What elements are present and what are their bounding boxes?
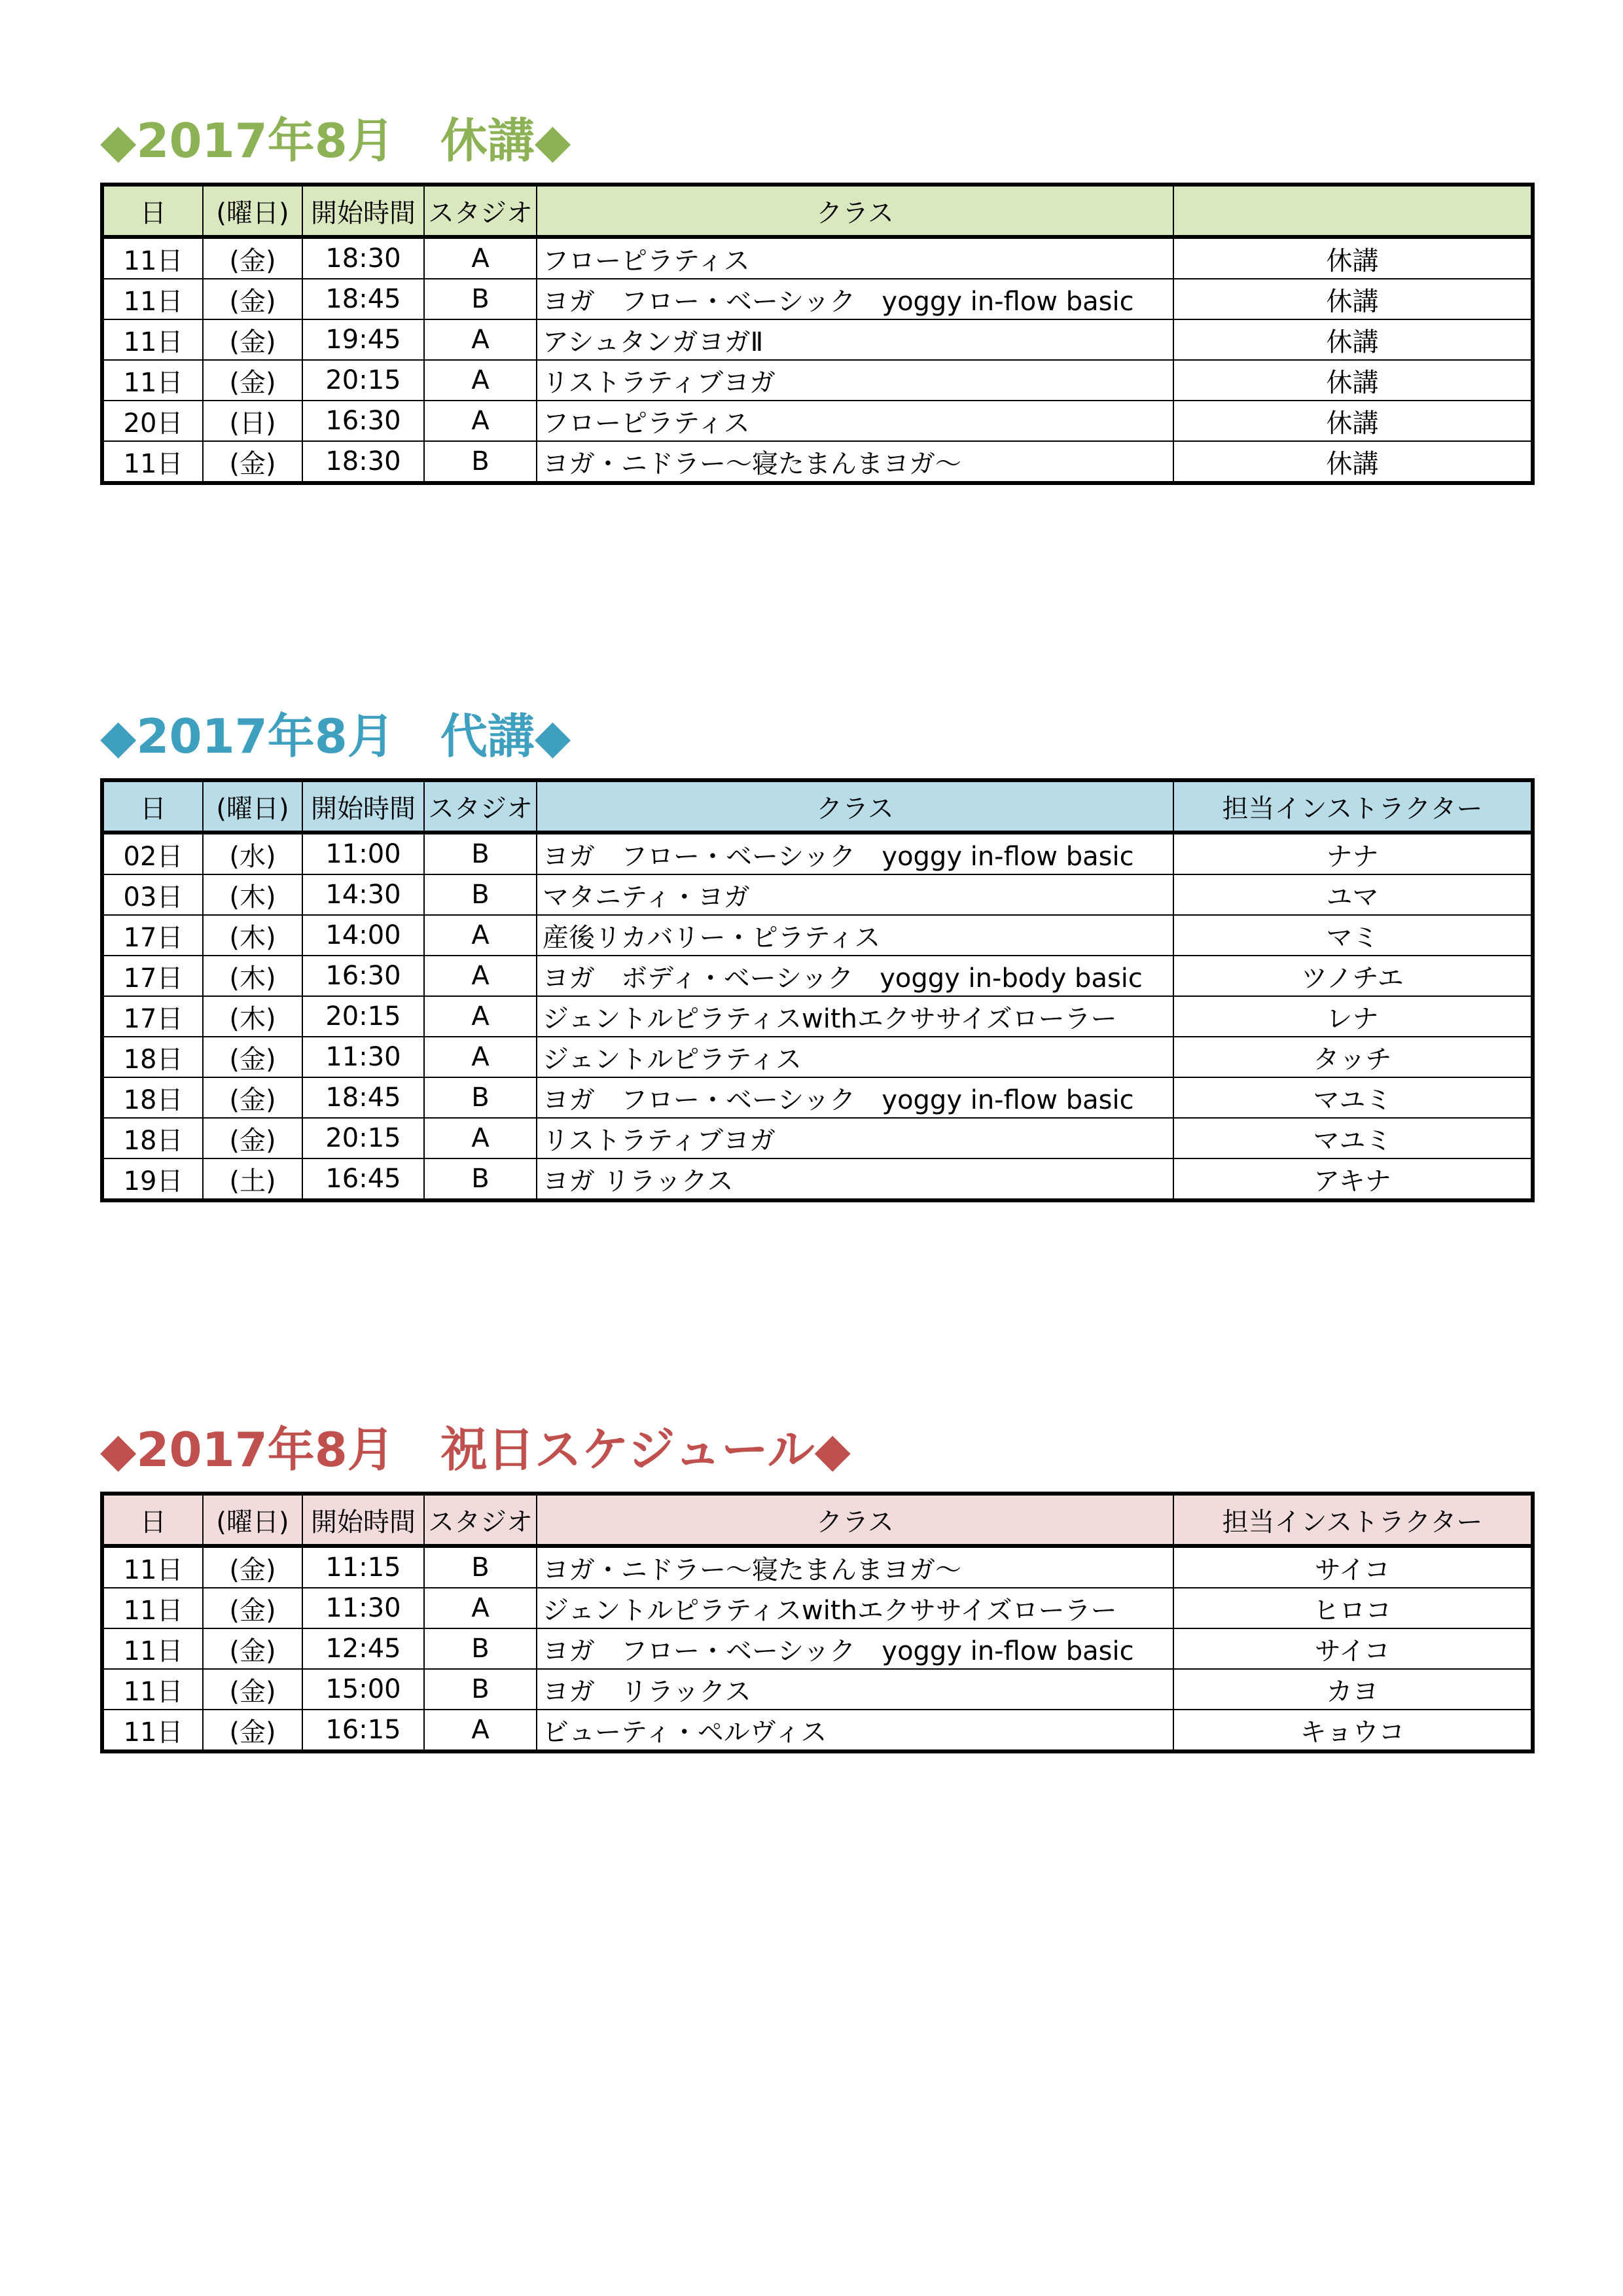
col-header-time: 開始時間: [302, 780, 424, 833]
cell-class: ヨガ・ニドラー～寝たまんまヨガ～: [537, 441, 1173, 483]
table-header-row: [102, 185, 1533, 237]
title-suffix: 祝日スケジュール◆: [440, 1422, 851, 1477]
cell-instructor: 休講: [1173, 319, 1533, 360]
col-header-weekday: (曜日): [203, 185, 302, 237]
title-suffix: 代講◆: [440, 709, 571, 764]
cell-studio: A: [424, 237, 537, 279]
section-holiday: [100, 1417, 1531, 1753]
cell-weekday: (金): [203, 279, 302, 319]
title-prefix: ◆2017年8月: [100, 1422, 395, 1477]
table-header-row: [102, 1494, 1533, 1546]
cell-weekday: (木): [203, 874, 302, 915]
table-row: [102, 915, 1533, 956]
table-row: [102, 319, 1533, 360]
section-daiko: [100, 704, 1531, 1202]
cell-time: 18:45: [302, 279, 424, 319]
table-row: [102, 1037, 1533, 1077]
table-row: [102, 1158, 1533, 1200]
cell-day: 11日: [102, 1669, 203, 1710]
cell-day: 11日: [102, 360, 203, 401]
cell-weekday: (金): [203, 319, 302, 360]
cell-day: 11日: [102, 1628, 203, 1669]
cell-instructor: 休講: [1173, 441, 1533, 483]
cell-studio: B: [424, 1546, 537, 1588]
table-row: [102, 1118, 1533, 1158]
table-row: [102, 1669, 1533, 1710]
cell-time: 18:30: [302, 441, 424, 483]
cell-instructor: アキナ: [1173, 1158, 1533, 1200]
cell-weekday: (金): [203, 1546, 302, 1588]
col-header-time: 開始時間: [302, 185, 424, 237]
col-header-instructor: 担当インストラクター: [1173, 780, 1533, 833]
cell-day: 02日: [102, 833, 203, 874]
cell-day: 19日: [102, 1158, 203, 1200]
col-header-instructor: 担当インストラクター: [1173, 1494, 1533, 1546]
cell-instructor: ツノチエ: [1173, 956, 1533, 996]
col-header-time: 開始時間: [302, 1494, 424, 1546]
cell-instructor: サイコ: [1173, 1628, 1533, 1669]
cell-day: 18日: [102, 1077, 203, 1118]
cell-instructor: 休講: [1173, 279, 1533, 319]
col-header-studio: スタジオ: [424, 1494, 537, 1546]
table-row: [102, 956, 1533, 996]
cell-day: 18日: [102, 1037, 203, 1077]
title-suffix: 休講◆: [440, 113, 571, 168]
cell-time: 11:15: [302, 1546, 424, 1588]
cell-studio: A: [424, 915, 537, 956]
section-title: [100, 704, 1531, 769]
cell-weekday: (金): [203, 1037, 302, 1077]
cell-weekday: (金): [203, 360, 302, 401]
cell-studio: B: [424, 1628, 537, 1669]
cell-day: 11日: [102, 1710, 203, 1751]
cell-studio: B: [424, 441, 537, 483]
cell-studio: B: [424, 1669, 537, 1710]
cell-day: 11日: [102, 319, 203, 360]
cell-class: ジェントルピラティスwithエクササイズローラー: [537, 1588, 1173, 1628]
cell-instructor: ヒロコ: [1173, 1588, 1533, 1628]
cell-time: 12:45: [302, 1628, 424, 1669]
col-header-class: クラス: [537, 1494, 1173, 1546]
cell-time: 19:45: [302, 319, 424, 360]
cell-class: ヨガ リラックス: [537, 1669, 1173, 1710]
cell-instructor: 休講: [1173, 237, 1533, 279]
cell-time: 11:30: [302, 1037, 424, 1077]
table-row: [102, 360, 1533, 401]
cell-weekday: (金): [203, 441, 302, 483]
cell-class: 産後リカバリー・ピラティス: [537, 915, 1173, 956]
table-body: [102, 237, 1533, 483]
cell-time: 16:45: [302, 1158, 424, 1200]
cell-studio: B: [424, 874, 537, 915]
cell-class: ジェントルピラティス: [537, 1037, 1173, 1077]
cell-studio: B: [424, 1077, 537, 1118]
cell-instructor: マユミ: [1173, 1118, 1533, 1158]
cell-class: ヨガ フロー・ベーシック yoggy in-flow basic: [537, 279, 1173, 319]
cell-time: 16:15: [302, 1710, 424, 1751]
cell-time: 16:30: [302, 956, 424, 996]
cell-time: 11:30: [302, 1588, 424, 1628]
cell-weekday: (日): [203, 401, 302, 441]
cell-studio: B: [424, 833, 537, 874]
cell-class: ヨガ リラックス: [537, 1158, 1173, 1200]
cell-class: マタニティ・ヨガ: [537, 874, 1173, 915]
cell-day: 11日: [102, 441, 203, 483]
cell-class: アシュタンガヨガⅡ: [537, 319, 1173, 360]
table-row: [102, 1628, 1533, 1669]
cell-weekday: (金): [203, 1669, 302, 1710]
cell-time: 14:00: [302, 915, 424, 956]
cell-class: リストラティブヨガ: [537, 1118, 1173, 1158]
col-header-studio: スタジオ: [424, 185, 537, 237]
cell-instructor: マミ: [1173, 915, 1533, 956]
col-header-weekday: (曜日): [203, 780, 302, 833]
cell-weekday: (金): [203, 1710, 302, 1751]
table-row: [102, 1077, 1533, 1118]
table-body: [102, 1546, 1533, 1751]
cell-studio: B: [424, 279, 537, 319]
cell-weekday: (土): [203, 1158, 302, 1200]
cell-weekday: (金): [203, 1077, 302, 1118]
cell-studio: A: [424, 1710, 537, 1751]
cell-studio: A: [424, 1588, 537, 1628]
cell-time: 18:45: [302, 1077, 424, 1118]
cell-weekday: (金): [203, 1628, 302, 1669]
cell-instructor: タッチ: [1173, 1037, 1533, 1077]
cell-weekday: (木): [203, 996, 302, 1037]
cell-class: ヨガ フロー・ベーシック yoggy in-flow basic: [537, 833, 1173, 874]
cell-class: ジェントルピラティスwithエクササイズローラー: [537, 996, 1173, 1037]
col-header-class: クラス: [537, 780, 1173, 833]
cell-studio: A: [424, 319, 537, 360]
col-header-day: 日: [102, 780, 203, 833]
table-header-row: [102, 780, 1533, 833]
table-body: [102, 833, 1533, 1200]
section-title: [100, 1417, 1531, 1482]
col-header-status: [1173, 185, 1533, 237]
cell-studio: A: [424, 996, 537, 1037]
cell-time: 15:00: [302, 1669, 424, 1710]
cell-class: リストラティブヨガ: [537, 360, 1173, 401]
col-header-weekday: (曜日): [203, 1494, 302, 1546]
table-row: [102, 441, 1533, 483]
cell-day: 20日: [102, 401, 203, 441]
table-row: [102, 1588, 1533, 1628]
cell-weekday: (木): [203, 956, 302, 996]
cell-day: 17日: [102, 996, 203, 1037]
schedule-table: [100, 778, 1535, 1202]
cell-time: 11:00: [302, 833, 424, 874]
cell-weekday: (金): [203, 1588, 302, 1628]
title-prefix: ◆2017年8月: [100, 113, 395, 168]
cell-class: ヨガ・ニドラー～寝たまんまヨガ～: [537, 1546, 1173, 1588]
col-header-class: クラス: [537, 185, 1173, 237]
section-title: [100, 108, 1531, 173]
cell-weekday: (木): [203, 915, 302, 956]
table-row: [102, 237, 1533, 279]
cell-class: ヨガ ボディ・ベーシック yoggy in-body basic: [537, 956, 1173, 996]
cell-instructor: ユマ: [1173, 874, 1533, 915]
cell-weekday: (金): [203, 237, 302, 279]
cell-studio: A: [424, 1118, 537, 1158]
cell-class: ヨガ フロー・ベーシック yoggy in-flow basic: [537, 1077, 1173, 1118]
cell-instructor: カヨ: [1173, 1669, 1533, 1710]
cell-day: 11日: [102, 237, 203, 279]
table-row: [102, 401, 1533, 441]
table-row: [102, 1710, 1533, 1751]
cell-time: 20:15: [302, 1118, 424, 1158]
cell-instructor: レナ: [1173, 996, 1533, 1037]
cell-instructor: 休講: [1173, 360, 1533, 401]
table-row: [102, 279, 1533, 319]
cell-class: ヨガ フロー・ベーシック yoggy in-flow basic: [537, 1628, 1173, 1669]
title-prefix: ◆2017年8月: [100, 709, 395, 764]
cell-weekday: (金): [203, 1118, 302, 1158]
cell-studio: A: [424, 360, 537, 401]
table-row: [102, 833, 1533, 874]
cell-day: 17日: [102, 956, 203, 996]
cell-class: フローピラティス: [537, 401, 1173, 441]
col-header-day: 日: [102, 185, 203, 237]
cell-instructor: マユミ: [1173, 1077, 1533, 1118]
cell-time: 16:30: [302, 401, 424, 441]
cell-instructor: キョウコ: [1173, 1710, 1533, 1751]
cell-day: 18日: [102, 1118, 203, 1158]
cell-day: 11日: [102, 1546, 203, 1588]
cell-class: ビューティ・ペルヴィス: [537, 1710, 1173, 1751]
cell-time: 20:15: [302, 996, 424, 1037]
cell-day: 11日: [102, 1588, 203, 1628]
cell-class: フローピラティス: [537, 237, 1173, 279]
cell-instructor: ナナ: [1173, 833, 1533, 874]
cell-time: 20:15: [302, 360, 424, 401]
section-kyuko: [100, 108, 1531, 485]
table-row: [102, 874, 1533, 915]
cell-weekday: (水): [203, 833, 302, 874]
cell-studio: B: [424, 1158, 537, 1200]
cell-studio: A: [424, 956, 537, 996]
cell-instructor: 休講: [1173, 401, 1533, 441]
schedule-table: [100, 1492, 1535, 1753]
table-row: [102, 1546, 1533, 1588]
col-header-studio: スタジオ: [424, 780, 537, 833]
table-row: [102, 996, 1533, 1037]
cell-studio: A: [424, 1037, 537, 1077]
cell-studio: A: [424, 401, 537, 441]
cell-day: 11日: [102, 279, 203, 319]
col-header-day: 日: [102, 1494, 203, 1546]
cell-time: 18:30: [302, 237, 424, 279]
cell-instructor: サイコ: [1173, 1546, 1533, 1588]
cell-day: 03日: [102, 874, 203, 915]
cell-time: 14:30: [302, 874, 424, 915]
schedule-table: [100, 183, 1535, 485]
cell-day: 17日: [102, 915, 203, 956]
